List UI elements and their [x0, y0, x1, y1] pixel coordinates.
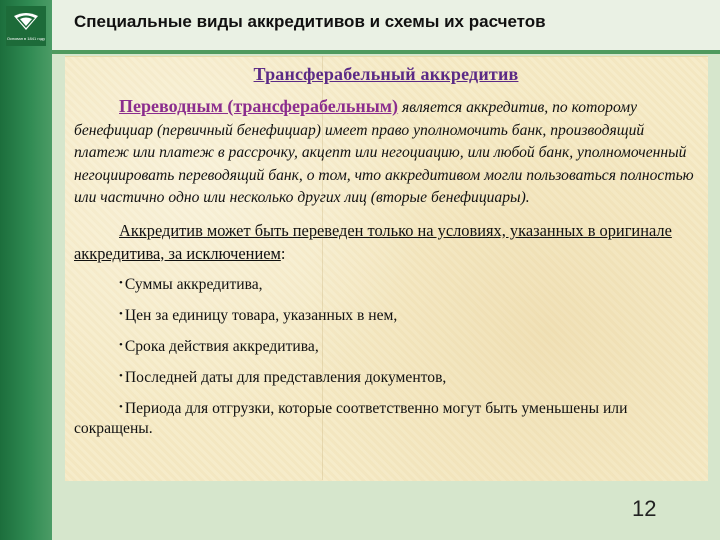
- bullet-icon: •: [119, 370, 123, 383]
- list-item-text: Цен за единицу товара, указанных в нем,: [124, 307, 398, 325]
- page-number: 12: [632, 496, 657, 521]
- list-item-text: Последней даты для представления документов,: [124, 369, 447, 387]
- list-item: [74, 397, 698, 439]
- conditions-text: Аккредитив может быть переведен только на условиях, указанных в оригинале аккредитива, за исключением: [74, 220, 672, 263]
- header-divider: [52, 50, 720, 54]
- page-title: Специальные виды аккредитивов и схемы их расчетов: [74, 12, 546, 31]
- list-item-text: Срока действия аккредитива,: [124, 338, 319, 356]
- sberbank-logo-icon: [6, 6, 46, 46]
- content-heading: Трансферабельный аккредитив: [253, 64, 519, 84]
- conditions-paragraph: [74, 220, 698, 265]
- defined-term: Переводным (трансферабельным): [119, 96, 399, 116]
- conditions-colon: :: [280, 243, 286, 263]
- definition-paragraph: [74, 95, 698, 210]
- bullet-icon: •: [119, 308, 123, 321]
- slide-content: [74, 64, 698, 448]
- definition-text: является аккредитив, по которому бенефициар (первичный бенефициар) имеет право уполномочить банк, производящий платеж или платеж в рассрочку, акцепт или негоциацию, или любой банк, уполномоченный негоциировать переводящий банк, о том, что аккредитивом могли пользоваться полностью или частично одно или несколько других лиц (вторые бенефициары).: [74, 99, 694, 207]
- left-green-band: [0, 0, 52, 540]
- exceptions-list: [74, 273, 698, 439]
- bullet-icon: •: [119, 339, 123, 352]
- list-item: [74, 366, 698, 388]
- list-item-text: Суммы аккредитива,: [124, 276, 263, 294]
- list-item: [74, 335, 698, 357]
- list-item-text: Периода для отгрузки, которые соответственно могут быть уменьшены или сокращены.: [74, 400, 628, 438]
- bullet-icon: •: [119, 277, 123, 290]
- bullet-icon: •: [119, 401, 123, 414]
- list-item: [74, 304, 698, 326]
- list-item: [74, 273, 698, 295]
- logo-caption: Основан в 1841 году: [6, 36, 46, 41]
